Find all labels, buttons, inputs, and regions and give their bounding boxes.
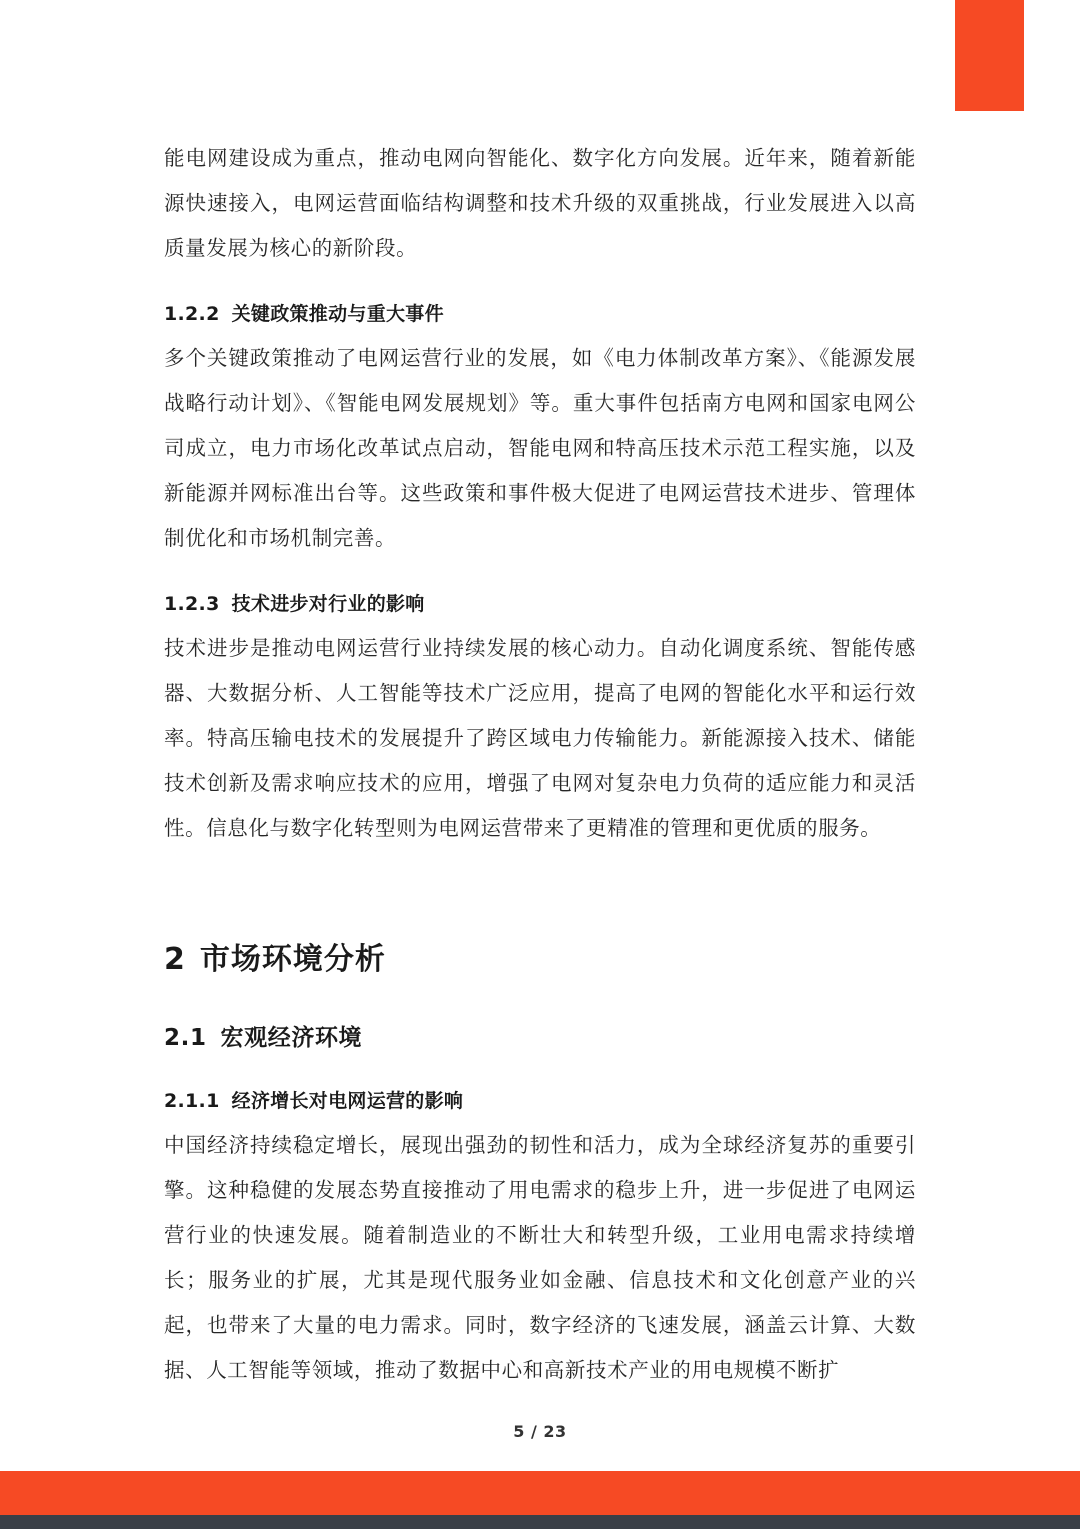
- section-title: 经济增长对电网运营的影响: [231, 1090, 464, 1112]
- corner-accent-tab: [955, 0, 1024, 111]
- section-number: 2.1.1: [164, 1090, 220, 1112]
- section-number: 1.2.3: [164, 593, 220, 615]
- subsection-number: 2.1: [164, 1025, 207, 1051]
- section-body: 多个关键政策推动了电网运营行业的发展，如《电力体制改革方案》、《能源发展战略行动计划》、《智能电网发展规划》等。重大事件包括南方电网和国家电网公司成立，电力市场化改革试点启动，智能电网和特高压技术示范工程实施，以及新能源并网标准出台等。这些政策和事件极大促进了电网运营技术进步、管理体制优化和市场机制完善。: [164, 346, 916, 550]
- page-number: 5 / 23: [513, 1422, 567, 1441]
- section-2-1-1: [164, 1087, 916, 1393]
- intro-paragraph: 能电网建设成为重点，推动电网向智能化、数字化方向发展。近年来，随着新能源快速接入，电网运营面临结构调整和技术升级的双重挑战，行业发展进入以高质量发展为核心的新阶段。: [164, 146, 916, 260]
- chapter-number: 2: [164, 942, 186, 977]
- footer-dark-line: [0, 1515, 1080, 1529]
- chapter-title: 市场环境分析: [199, 942, 386, 977]
- chapter-heading: [164, 940, 916, 980]
- section-body: 中国经济持续稳定增长，展现出强劲的韧性和活力，成为全球经济复苏的重要引擎。这种稳健的发展态势直接推动了用电需求的稳步上升，进一步促进了电网运营行业的快速发展。随着制造业的不断壮大和转型升级，工业用电需求持续增长；服务业的扩展，尤其是现代服务业如金融、信息技术和文化创意产业的兴起，也带来了大量的电力需求。同时，数字经济的飞速发展，涵盖云计算、大数据、人工智能等领域，推动了数据中心和高新技术产业的用电规模不断扩: [164, 1133, 916, 1382]
- section-body: 技术进步是推动电网运营行业持续发展的核心动力。自动化调度系统、智能传感器、大数据分析、人工智能等技术广泛应用，提高了电网的智能化水平和运行效率。特高压输电技术的发展提升了跨区域电力传输能力。新能源接入技术、储能技术创新及需求响应技术的应用，增强了电网对复杂电力负荷的适应能力和灵活性。信息化与数字化转型则为电网运营带来了更精准的管理和更优质的服务。: [164, 636, 916, 840]
- section-1-2-2: [164, 300, 916, 561]
- section-heading: [164, 300, 916, 328]
- section-heading: [164, 1087, 916, 1115]
- section-heading: [164, 590, 916, 618]
- subsection-title: 宏观经济环境: [220, 1025, 363, 1051]
- section-1-2-3: [164, 590, 916, 851]
- section-title: 技术进步对行业的影响: [231, 593, 425, 615]
- subsection-heading: [164, 1022, 916, 1054]
- section-number: 1.2.2: [164, 303, 220, 325]
- footer-accent-bar: [0, 1471, 1080, 1515]
- section-title: 关键政策推动与重大事件: [231, 303, 444, 325]
